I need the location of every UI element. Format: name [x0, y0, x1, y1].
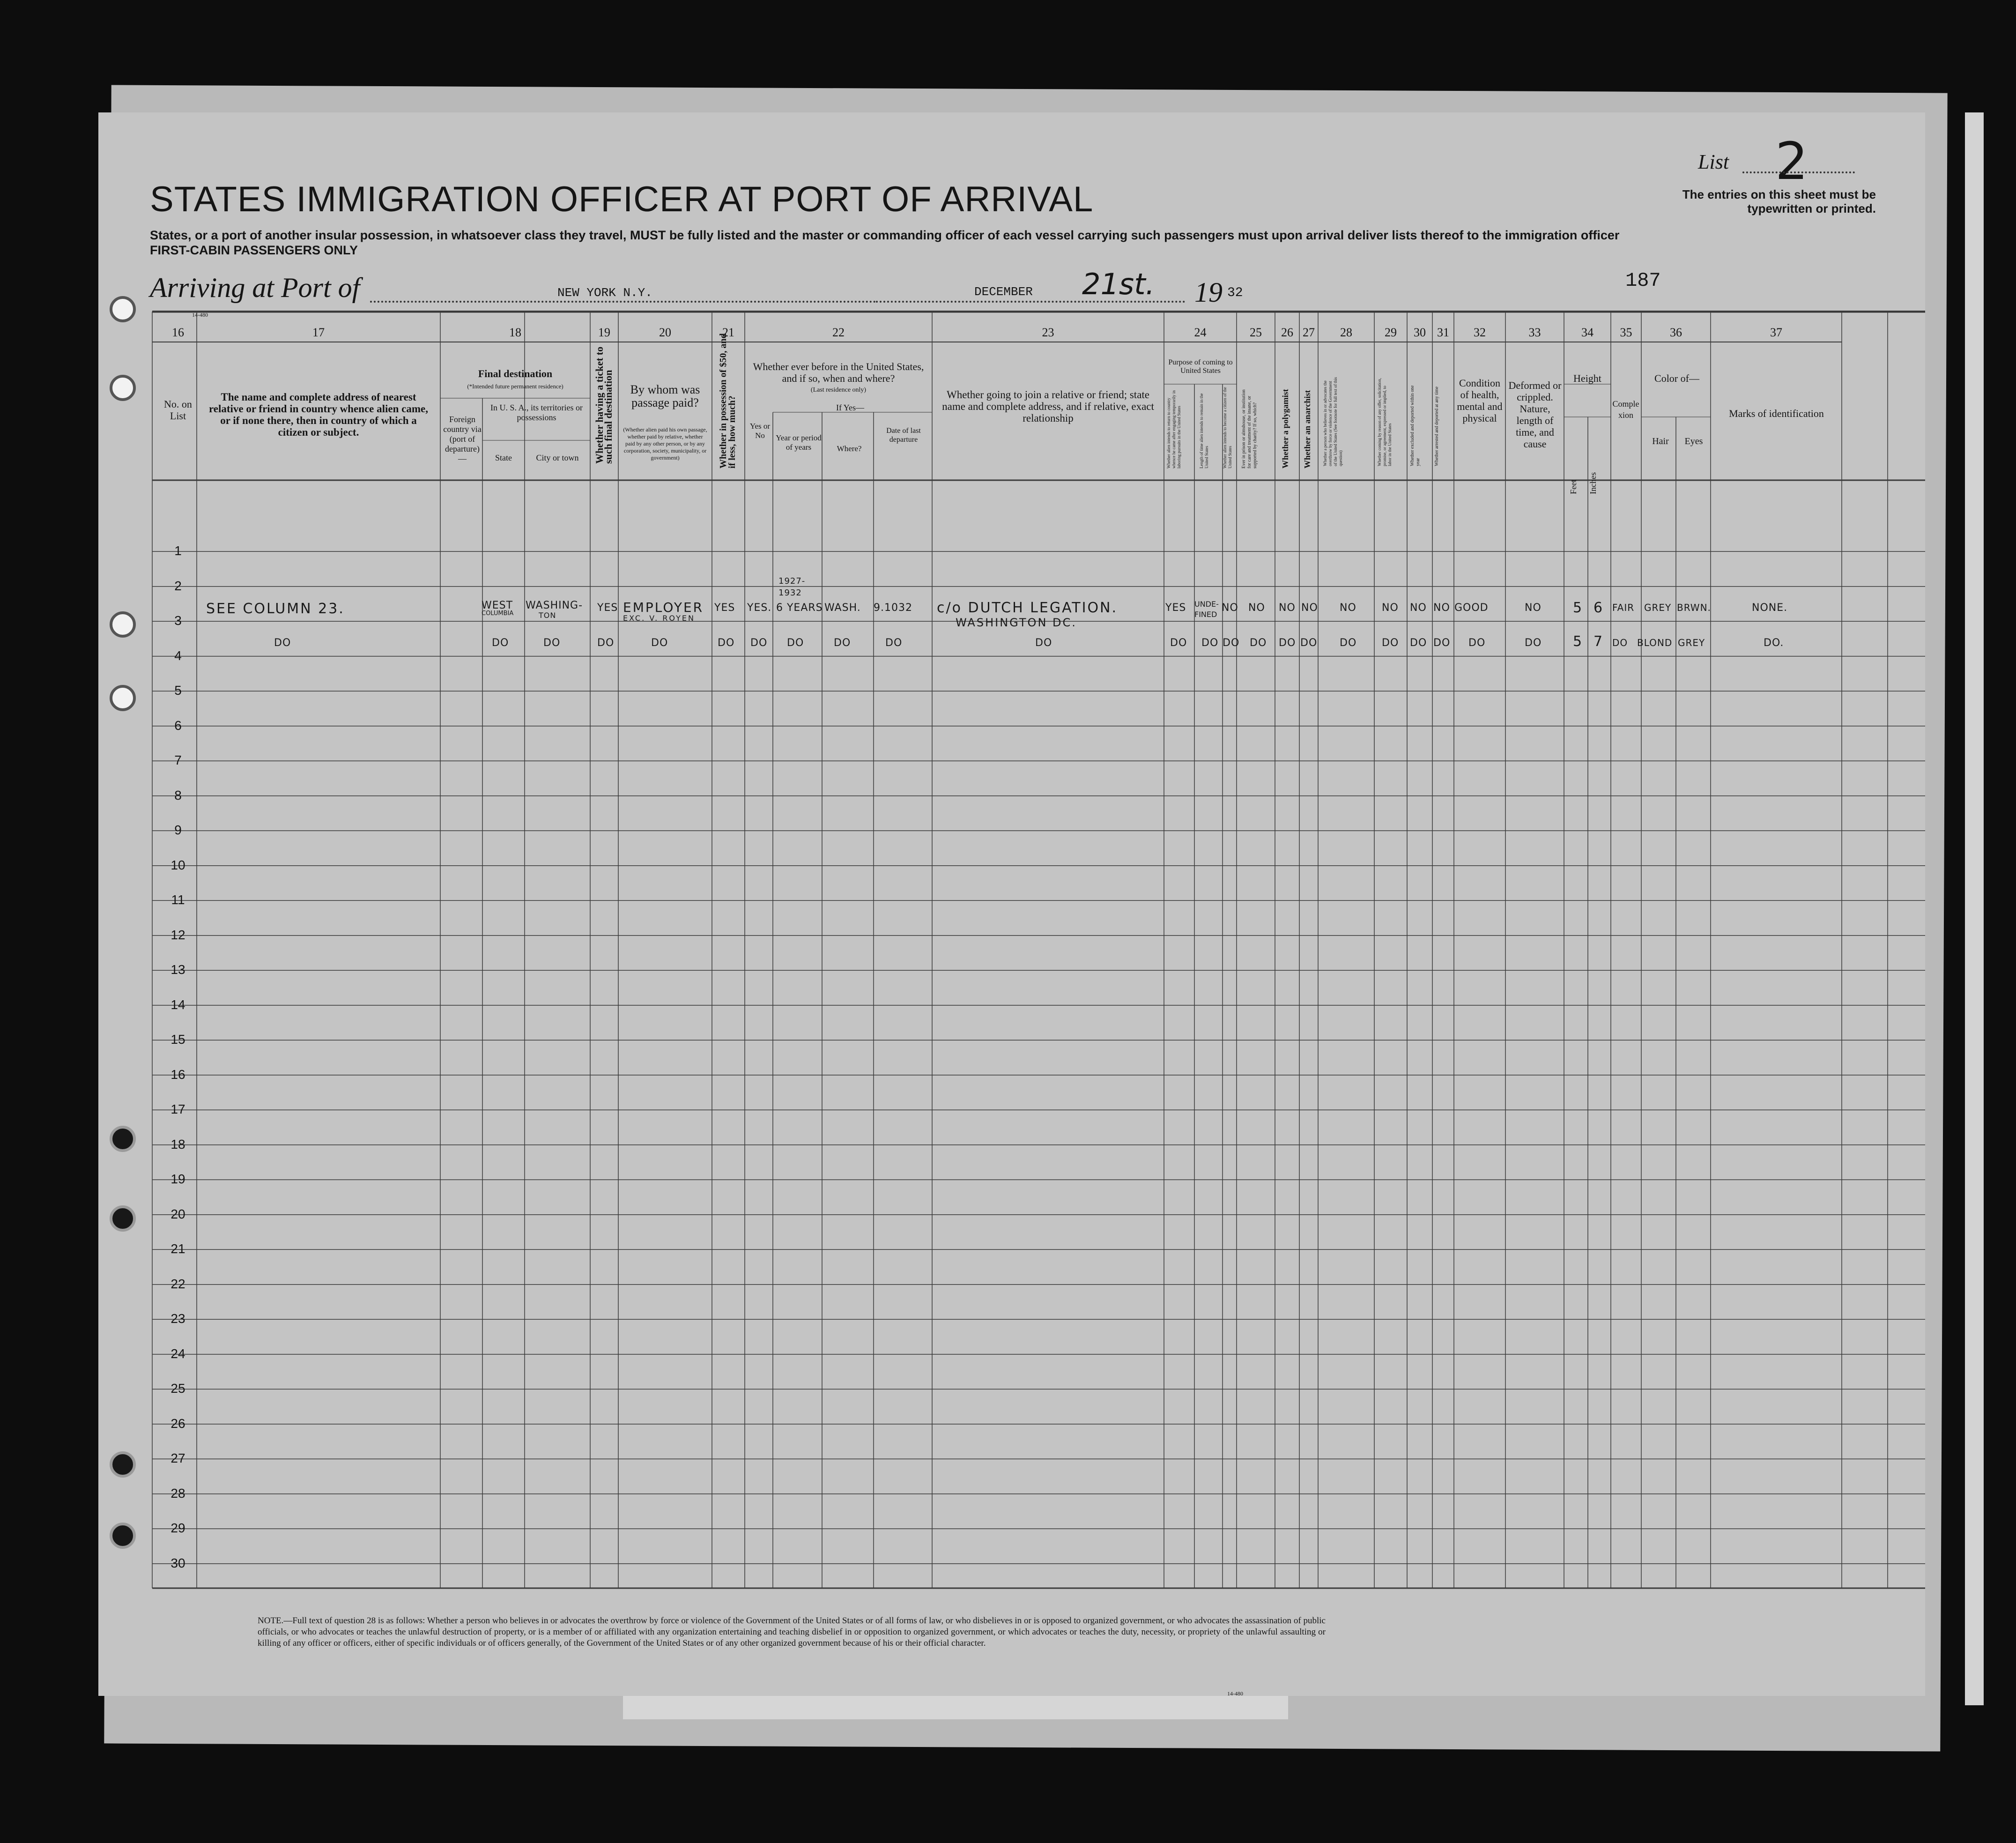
row-number: 28	[170, 1486, 185, 1501]
entry-r3-relative: SEE COLUMN 23.	[206, 601, 345, 617]
year-suffix: 32	[1227, 286, 1243, 300]
entry-r4-before: DO	[750, 637, 768, 649]
binder-hole	[110, 611, 136, 638]
header-join-relative: Whether going to join a relative or friend; state name and complete address, and if relative, exact relationship	[942, 389, 1154, 424]
header-period: Year or period of years	[776, 433, 822, 452]
header-eyes: Eyes	[1684, 436, 1703, 446]
entry-r3-purpose-b: UNDE-	[1194, 600, 1219, 609]
entry-r4-q28: DO	[1340, 637, 1357, 649]
entry-r4-q31: DO	[1433, 637, 1451, 649]
entry-r3-q29: NO	[1382, 602, 1399, 614]
col-num-23: 23	[1042, 326, 1054, 339]
entry-r3-q30: NO	[1410, 602, 1427, 614]
entry-r4-purpose-a: DO	[1170, 637, 1187, 649]
typewritten-note: The entries on this sheet must be typewritten or printed.	[1682, 187, 1876, 216]
row-number: 1	[174, 543, 182, 558]
entry-r4-join: DO	[1035, 637, 1052, 649]
col-num-32: 32	[1474, 326, 1486, 339]
entry-r4-fifty: DO	[718, 637, 735, 649]
header-yes-no: Yes or No	[749, 422, 771, 440]
entry-r4-hair: BLOND	[1637, 637, 1673, 648]
header-prison: Ever in prison or almshouse, or institution for care and treatment of the insane, or supported by charity? If so, which?	[1241, 389, 1258, 468]
binder-hole	[110, 1205, 136, 1232]
row-number: 6	[174, 718, 182, 733]
col-num-24: 24	[1194, 326, 1207, 339]
entry-r3-deformed: NO	[1525, 602, 1542, 614]
header-feet: Feet	[1569, 480, 1578, 494]
month-value: DECEMBER	[974, 285, 1033, 299]
entry-r4-q30: DO	[1410, 637, 1427, 649]
col-num-20: 20	[659, 326, 671, 339]
entry-r4-polygamist: DO	[1279, 637, 1296, 649]
entry-r3-anarchist: NO	[1301, 602, 1318, 614]
entry-r3-purpose-c: NO	[1222, 602, 1238, 614]
page-title: STATES IMMIGRATION OFFICER AT PORT OF ARRIVAL	[150, 179, 1094, 219]
header-complexion: Complexion	[1612, 399, 1639, 420]
header-q31: Whether arrested and deported at any time	[1434, 386, 1439, 466]
row-number: 22	[170, 1276, 185, 1291]
entry-r4-period: DO	[787, 637, 804, 649]
entry-r3-purpose-a: YES	[1165, 602, 1186, 614]
row-number: 25	[170, 1381, 185, 1396]
entry-r3-departure: 9.1032	[874, 602, 912, 614]
entry-r4-marks: DO.	[1764, 637, 1784, 649]
col-num-17: 17	[312, 326, 325, 339]
entry-r4-city: DO	[543, 637, 561, 649]
header-state: State	[495, 453, 512, 462]
row-number: 17	[170, 1102, 185, 1116]
header-deformed: Deformed or crippled. Nature, length of time, and cause	[1508, 379, 1562, 450]
entry-r3-join: c/o DUTCH LEGATION.	[937, 600, 1118, 616]
header-in-usa: In U. S. A., its territories or possessions	[490, 403, 583, 422]
entry-r3-join-2: WASHINGTON DC.	[956, 616, 1077, 629]
footer-form-id: 14-480	[1227, 1690, 1243, 1697]
header-color-of: Color of—	[1654, 372, 1699, 384]
entry-r3-period-mid: 1932	[778, 588, 802, 598]
row-number: 26	[170, 1416, 185, 1431]
col-num-25: 25	[1250, 326, 1262, 339]
entry-r3-passage-2: EXC. V. ROYEN	[623, 614, 695, 623]
subtitle-line-2: FIRST-CABIN PASSENGERS ONLY	[150, 243, 358, 257]
entry-r3-foreign-2: COLUMBIA	[482, 610, 514, 617]
col-num-34: 34	[1581, 326, 1594, 339]
row-number: 29	[170, 1521, 185, 1535]
binder-hole	[110, 685, 136, 711]
entry-r3-hair: GREY	[1644, 602, 1672, 613]
header-q30: Whether excluded and deported within one year	[1410, 385, 1421, 466]
row-number: 12	[170, 927, 185, 942]
col-num-31: 31	[1437, 326, 1449, 339]
row-number: 10	[170, 857, 185, 872]
day-value: 21st.	[1082, 267, 1155, 301]
col-num-28: 28	[1340, 326, 1352, 339]
binder-hole	[110, 375, 136, 401]
header-no-on-list: No. on List	[164, 398, 192, 422]
entry-r3-foreign: WEST	[482, 600, 513, 611]
entry-r3-purpose-b-2: FINED	[1194, 610, 1217, 619]
port-value: NEW YORK N.Y.	[557, 286, 652, 300]
header-inches: Inches	[1588, 472, 1598, 494]
col-num-21: 21	[722, 326, 734, 339]
col-num-30: 30	[1414, 326, 1426, 339]
entry-r4-feet: 5	[1573, 633, 1584, 650]
entry-r4-q29: DO	[1382, 637, 1399, 649]
entry-r4-foreign: DO	[492, 637, 509, 649]
entry-r3-city-2: TON	[539, 611, 556, 620]
header-hair: Hair	[1652, 436, 1669, 446]
row-number: 4	[174, 648, 182, 663]
header-final-destination-sub: (*Intended future permanent residence)	[467, 383, 563, 390]
col-num-19: 19	[598, 326, 610, 339]
row-number: 14	[170, 997, 185, 1012]
col-num-29: 29	[1385, 326, 1397, 339]
list-dotline	[1742, 171, 1855, 173]
header-nearest-relative: The name and complete address of nearest relative or friend in country whence alien came, or if none there, then in country of which a citizen or subject.	[208, 391, 428, 438]
entry-r3-ticket: YES	[597, 602, 618, 614]
entry-r4-deformed: DO	[1525, 637, 1542, 649]
entry-r4-departure: DO	[885, 637, 903, 649]
row-number: 2	[174, 578, 182, 593]
row-number: 16	[170, 1067, 185, 1082]
entry-r3-passage: EMPLOYER	[623, 600, 704, 615]
entry-r3-city: WASHING-	[526, 600, 583, 611]
header-purpose-a: Whether alien intends to return to country whence he came after engaging temporarily in laboring pursuits in the United States	[1166, 390, 1181, 468]
row-number: 15	[170, 1032, 185, 1047]
col-num-35: 35	[1620, 326, 1632, 339]
port-dotline	[370, 301, 876, 303]
entry-r3-where: WASH.	[824, 602, 861, 614]
entry-r4-complexion: DO	[1612, 637, 1628, 648]
col-num-18: 18	[509, 326, 521, 339]
row-number: 11	[171, 892, 185, 907]
year-prefix: 19	[1194, 277, 1223, 308]
header-purpose-c: Whether alien intends to become a citizen of the United States	[1223, 387, 1232, 468]
header-fifty-dollars: Whether in possession of $50, and if less, how much?	[718, 333, 737, 468]
entry-r3-polygamist: NO	[1279, 602, 1296, 614]
form-grid	[98, 112, 1925, 1696]
header-purpose: Purpose of coming to United States	[1168, 358, 1233, 375]
subtitle-line-1: States, or a port of another insular possession, in whatsoever class they travel, MUST be fully listed and the master or commanding officer of each vessel carrying such passengers must upon arrival deliver lists thereof to the immigration officer	[150, 228, 1620, 242]
row-number: 20	[170, 1206, 185, 1221]
entry-r3-q28: NO	[1340, 602, 1356, 614]
entry-r4-eyes: GREY	[1678, 637, 1705, 648]
header-height: Height	[1573, 372, 1601, 384]
manifest-sheet	[98, 112, 1925, 1696]
entry-r3-period: 6 YEARS	[776, 602, 823, 614]
header-final-destination: Final destination	[478, 368, 553, 379]
row-number: 30	[170, 1555, 185, 1570]
row-number: 23	[170, 1311, 185, 1326]
subtitle	[150, 228, 1696, 258]
header-ever-before: Whether ever before in the United States, and if so, when and where?	[753, 361, 924, 384]
entry-r3-feet: 5	[1573, 600, 1584, 616]
entry-r3-complexion: FAIR	[1612, 602, 1635, 613]
form-id: 14-480	[192, 312, 208, 318]
entry-r4-where: DO	[834, 637, 851, 649]
row-number: 27	[170, 1451, 185, 1465]
header-marks: Marks of identification	[1729, 408, 1824, 419]
entry-r4-passage: DO	[651, 637, 668, 649]
entry-r4-health: DO	[1468, 637, 1486, 649]
header-purpose-b: Length of time alien intends to remain in the United States	[1199, 393, 1209, 468]
entry-r3-q31: NO	[1433, 602, 1450, 614]
header-q28: Whether a person who believes in or advocates the overthrow by force or violence of the Government of the United States (See footnote for full text of this question)	[1323, 377, 1343, 466]
footnote-q28: NOTE.—Full text of question 28 is as follows: Whether a person who believes in or advocates the overthrow by force or violence of the Government of the United States or of all forms of law, or who disbelieves in or is opposed to organized government, or who advocates the assassination of public officials, or who advocates or teaches the unlawful destruction of property, or is a member of or affiliated with any organization entertaining and teaching disbelief in or opposition to organized government, or which advocates or teaches the duty, necessity, or propriety of the unlawful assaulting or killing of any officer or officers, either of specific individuals or of officers generally, of the Government of the United States or of any other organized government because of his or their official character.	[258, 1616, 1326, 1648]
row-number: 13	[170, 962, 185, 977]
header-if-yes: If Yes—	[836, 403, 864, 412]
header-polygamist: Whether a polygamist	[1281, 389, 1290, 468]
header-where: Where?	[837, 444, 862, 453]
col-num-22: 22	[832, 326, 845, 339]
header-passage-paid-sub: (Whether alien paid his own passage, whether paid by relative, whether paid by any other person, or by any corporation, society, municipality, or government)	[623, 426, 707, 461]
row-number: 9	[174, 823, 182, 837]
header-city: City or town	[536, 453, 579, 462]
entry-r3-marks: NONE.	[1752, 602, 1788, 614]
list-label: List	[1698, 150, 1729, 173]
binder-hole	[110, 1523, 136, 1549]
entry-r4-purpose-b: DO	[1201, 637, 1219, 649]
header-ticket: Whether having a ticket to such final destination	[593, 346, 614, 464]
entry-r4-relative: DO	[274, 637, 291, 649]
header-foreign-country: Foreign country via (port of departure)—	[443, 415, 482, 463]
row-number: 8	[174, 788, 182, 803]
row-number: 24	[170, 1346, 185, 1361]
sheet-edge	[1965, 112, 1984, 1705]
entry-r3-eyes: BRWN.	[1677, 602, 1711, 613]
col-num-33: 33	[1528, 326, 1541, 339]
page-number: 187	[1625, 269, 1661, 292]
header-health: Condition of health, mental and physical	[1457, 377, 1503, 424]
row-number: 5	[174, 683, 182, 698]
col-num-26: 26	[1281, 326, 1293, 339]
arriving-label: Arriving at Port of	[150, 272, 360, 303]
header-ever-before-sub: (Last residence only)	[810, 386, 867, 394]
row-number: 3	[174, 613, 182, 628]
entry-r4-prison: DO	[1250, 637, 1267, 649]
entry-r3-before: YES.	[747, 602, 772, 614]
header-passage-paid: By whom was passage paid?	[630, 383, 700, 409]
entry-r3-health: GOOD	[1454, 602, 1489, 614]
col-num-37: 37	[1770, 326, 1782, 339]
entry-r4-ticket: DO	[597, 637, 615, 649]
entry-r3-prison: NO	[1248, 602, 1265, 614]
binder-hole	[110, 296, 136, 322]
binder-hole	[110, 1126, 136, 1152]
entry-r4-purpose-c: DO	[1223, 637, 1240, 649]
col-num-36: 36	[1670, 326, 1682, 339]
header-q29: Whether coming by reason of any offer, solicitation, promise, or agreement, expressed or implied, to labor in the United States	[1377, 378, 1392, 466]
header-anarchist: Whether an anarchist	[1303, 390, 1312, 468]
row-number: 7	[174, 753, 182, 767]
row-number: 19	[170, 1172, 185, 1186]
row-number: 18	[170, 1137, 185, 1152]
header-last-departure: Date of last departure	[886, 427, 921, 444]
col-num-27: 27	[1303, 326, 1315, 339]
row-number: 21	[170, 1241, 185, 1256]
entry-r4-anarchist: DO	[1300, 637, 1318, 649]
entry-r3-fifty: YES	[714, 602, 735, 614]
entry-r3-inches: 6	[1594, 600, 1604, 616]
list-number: 2	[1775, 131, 1808, 191]
entry-r3-period-top: 1927-	[778, 576, 806, 586]
binder-hole	[110, 1451, 136, 1478]
entry-r4-inches: 7	[1594, 633, 1604, 650]
col-num-16: 16	[172, 326, 184, 339]
